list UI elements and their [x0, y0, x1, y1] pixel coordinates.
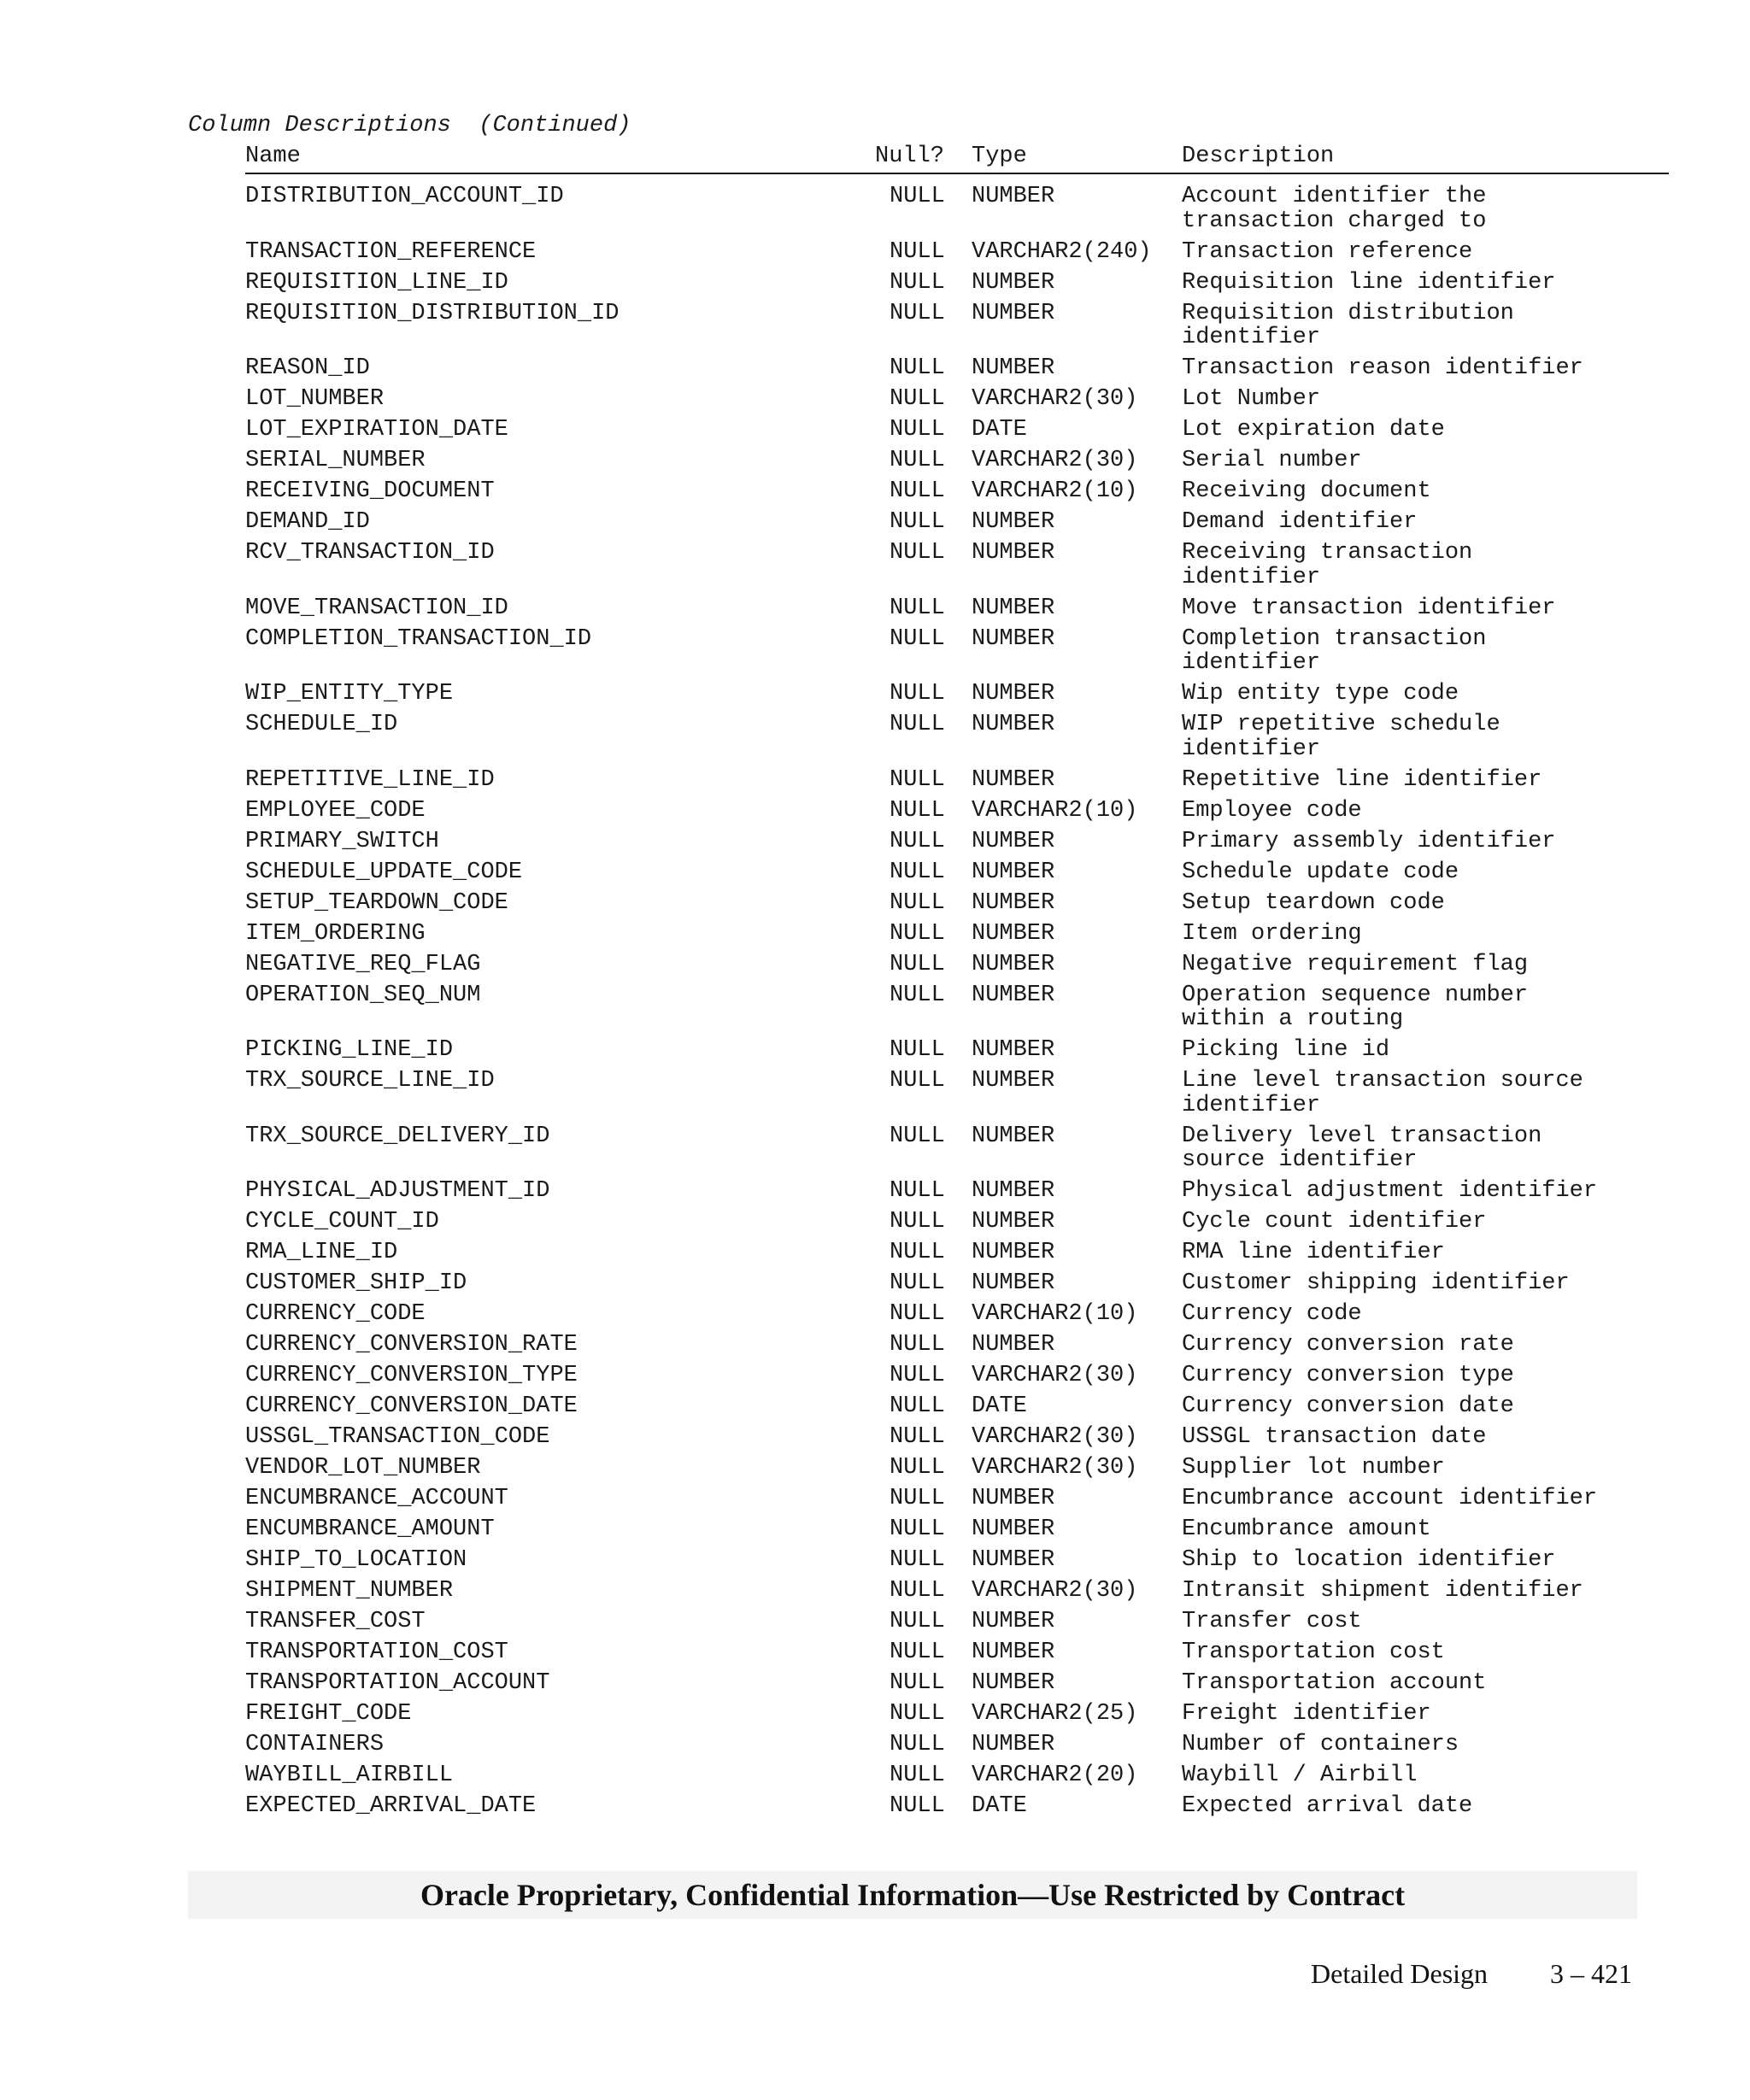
table-row — [245, 1364, 1669, 1388]
null-cell: NULL — [890, 1068, 945, 1094]
table-row — [245, 479, 1669, 504]
description-cell: Intransit shipment identifier — [1182, 1578, 1583, 1604]
type-cell: NUMBER — [972, 1670, 1055, 1697]
null-cell: NULL — [890, 1701, 945, 1728]
null-cell: NULL — [890, 1670, 945, 1697]
description-cell: Waybill / Airbill — [1182, 1763, 1418, 1789]
description-cell: RMA line identifier — [1182, 1240, 1445, 1266]
type-cell: VARCHAR2(10) — [972, 478, 1138, 505]
type-cell: NUMBER — [972, 951, 1055, 977]
type-cell: VARCHAR2(30) — [972, 448, 1138, 474]
table-row — [245, 1425, 1669, 1450]
null-cell: NULL — [890, 681, 945, 707]
description-cell: Serial number — [1182, 448, 1362, 474]
table-row — [245, 356, 1669, 381]
type-cell: NUMBER — [972, 1037, 1055, 1064]
description-cell: Supplier lot number — [1182, 1455, 1445, 1481]
column-name-cell: ITEM_ORDERING — [245, 920, 426, 947]
type-cell: VARCHAR2(30) — [972, 1363, 1138, 1389]
table-row — [245, 682, 1669, 707]
type-cell: NUMBER — [972, 1240, 1055, 1266]
null-cell: NULL — [890, 478, 945, 505]
table-row — [245, 1548, 1669, 1573]
null-cell: NULL — [890, 300, 945, 326]
type-cell: DATE — [972, 417, 1027, 443]
table-row — [245, 1487, 1669, 1511]
null-cell: NULL — [890, 1547, 945, 1574]
description-cell: Currency conversion date — [1182, 1393, 1514, 1420]
table-row — [245, 891, 1669, 916]
type-cell: NUMBER — [972, 1516, 1055, 1543]
null-cell: NULL — [890, 1178, 945, 1205]
column-name-cell: REQUISITION_LINE_ID — [245, 269, 508, 296]
table-row — [245, 1794, 1669, 1819]
description-cell: Line level transaction source identifier — [1182, 1068, 1583, 1118]
column-name-cell: EMPLOYEE_CODE — [245, 797, 426, 824]
type-cell: NUMBER — [972, 982, 1055, 1008]
description-cell: Physical adjustment identifier — [1182, 1178, 1598, 1205]
null-cell: NULL — [890, 1516, 945, 1543]
null-cell: NULL — [890, 1578, 945, 1604]
null-cell: NULL — [890, 1363, 945, 1389]
table-row — [245, 510, 1669, 535]
description-cell: Requisition line identifier — [1182, 269, 1556, 296]
column-name-cell: OPERATION_SEQ_NUM — [245, 982, 481, 1008]
description-cell: Demand identifier — [1182, 509, 1418, 536]
table-row — [245, 922, 1669, 947]
type-cell: NUMBER — [972, 1609, 1055, 1635]
header-name: Name — [245, 144, 301, 169]
column-name-cell: PRIMARY_SWITCH — [245, 828, 439, 854]
type-cell: NUMBER — [972, 1068, 1055, 1094]
type-cell: VARCHAR2(240) — [972, 238, 1152, 265]
column-name-cell: CURRENCY_CONVERSION_DATE — [245, 1393, 578, 1420]
column-name-cell: CURRENCY_CONVERSION_TYPE — [245, 1363, 578, 1389]
table-row — [245, 953, 1669, 977]
description-cell: USSGL transaction date — [1182, 1424, 1487, 1451]
table-row — [245, 1271, 1669, 1296]
description-cell: Delivery level transaction source identifier — [1182, 1123, 1542, 1174]
type-cell: NUMBER — [972, 300, 1055, 326]
table-row — [245, 1733, 1669, 1757]
null-cell: NULL — [890, 417, 945, 443]
column-name-cell: SETUP_TEARDOWN_CODE — [245, 889, 508, 916]
null-cell: NULL — [890, 859, 945, 885]
null-cell: NULL — [890, 1424, 945, 1451]
description-cell: Number of containers — [1182, 1732, 1459, 1758]
description-cell: Encumbrance account identifier — [1182, 1486, 1598, 1512]
description-cell: Transportation account — [1182, 1670, 1487, 1697]
description-cell: Move transaction identifier — [1182, 595, 1556, 621]
null-cell: NULL — [890, 982, 945, 1008]
type-cell: NUMBER — [972, 859, 1055, 885]
description-cell: WIP repetitive schedule identifier — [1182, 712, 1500, 762]
column-name-cell: TRANSPORTATION_COST — [245, 1640, 508, 1666]
description-cell: Ship to location identifier — [1182, 1547, 1556, 1574]
column-name-cell: RMA_LINE_ID — [245, 1240, 398, 1266]
column-name-cell: TRANSFER_COST — [245, 1609, 426, 1635]
header-type: Type — [972, 144, 1027, 169]
description-cell: Completion transaction identifier — [1182, 625, 1487, 677]
column-name-cell: RECEIVING_DOCUMENT — [245, 478, 495, 505]
column-name-cell: REQUISITION_DISTRIBUTION_ID — [245, 300, 620, 326]
null-cell: NULL — [890, 184, 945, 209]
table-row — [245, 1517, 1669, 1542]
description-cell: Operation sequence number within a routing — [1182, 982, 1529, 1033]
null-cell: NULL — [890, 1763, 945, 1789]
null-cell: NULL — [890, 1486, 945, 1512]
column-name-cell: REASON_ID — [245, 355, 370, 382]
null-cell: NULL — [890, 625, 945, 652]
table-row — [245, 1640, 1669, 1665]
description-cell: Requisition distribution identifier — [1182, 300, 1514, 351]
column-name-cell: TRANSACTION_REFERENCE — [245, 238, 537, 265]
type-cell: NUMBER — [972, 920, 1055, 947]
null-cell: NULL — [890, 712, 945, 738]
type-cell: VARCHAR2(30) — [972, 1578, 1138, 1604]
table-row — [245, 449, 1669, 473]
type-cell: NUMBER — [972, 1123, 1055, 1149]
description-cell: Cycle count identifier — [1182, 1209, 1487, 1235]
table-row — [245, 1671, 1669, 1696]
table-row — [245, 1763, 1669, 1788]
column-name-cell: ENCUMBRANCE_ACCOUNT — [245, 1486, 508, 1512]
description-cell: Employee code — [1182, 797, 1362, 824]
description-cell: Encumbrance amount — [1182, 1516, 1431, 1543]
table-row — [245, 1456, 1669, 1481]
null-cell: NULL — [890, 595, 945, 621]
null-cell: NULL — [890, 448, 945, 474]
table-row — [245, 240, 1669, 265]
column-name-cell: RCV_TRANSACTION_ID — [245, 540, 495, 566]
type-cell: VARCHAR2(30) — [972, 1424, 1138, 1451]
type-cell: NUMBER — [972, 1486, 1055, 1512]
description-cell: Currency conversion rate — [1182, 1332, 1514, 1358]
null-cell: NULL — [890, 766, 945, 793]
type-cell: NUMBER — [972, 1640, 1055, 1666]
null-cell: NULL — [890, 386, 945, 413]
description-cell: Setup teardown code — [1182, 889, 1445, 916]
table-row — [245, 1210, 1669, 1235]
type-cell: NUMBER — [972, 1209, 1055, 1235]
column-name-cell: WAYBILL_AIRBILL — [245, 1763, 454, 1789]
null-cell: NULL — [890, 1732, 945, 1758]
null-cell: NULL — [890, 1037, 945, 1064]
column-name-cell: CUSTOMER_SHIP_ID — [245, 1270, 467, 1297]
type-cell: NUMBER — [972, 269, 1055, 296]
null-cell: NULL — [890, 1640, 945, 1666]
column-name-cell: MOVE_TRANSACTION_ID — [245, 595, 508, 621]
description-cell: Transfer cost — [1182, 1609, 1362, 1635]
description-cell: Picking line id — [1182, 1037, 1390, 1064]
null-cell: NULL — [890, 1240, 945, 1266]
null-cell: NULL — [890, 1393, 945, 1420]
type-cell: NUMBER — [972, 681, 1055, 707]
description-cell: Item ordering — [1182, 920, 1362, 947]
type-cell: NUMBER — [972, 1332, 1055, 1358]
type-cell: NUMBER — [972, 712, 1055, 738]
column-name-cell: PICKING_LINE_ID — [245, 1037, 454, 1064]
description-cell: Transaction reference — [1182, 238, 1473, 265]
table-row — [245, 185, 1669, 233]
description-cell: Freight identifier — [1182, 1701, 1431, 1728]
description-cell: Receiving document — [1182, 478, 1431, 505]
type-cell: NUMBER — [972, 355, 1055, 382]
description-cell: Negative requirement flag — [1182, 951, 1529, 977]
column-name-cell: TRX_SOURCE_DELIVERY_ID — [245, 1123, 550, 1149]
description-cell: Wip entity type code — [1182, 681, 1459, 707]
column-name-cell: DEMAND_ID — [245, 509, 370, 536]
null-cell: NULL — [890, 355, 945, 382]
column-name-cell: LOT_NUMBER — [245, 386, 385, 413]
null-cell: NULL — [890, 1301, 945, 1328]
null-cell: NULL — [890, 1455, 945, 1481]
type-cell: VARCHAR2(30) — [972, 1455, 1138, 1481]
null-cell: NULL — [890, 509, 945, 536]
footer-page-number: 3 – 421 — [1550, 1958, 1632, 1989]
description-cell: Customer shipping identifier — [1182, 1270, 1570, 1297]
description-cell: Transaction reason identifier — [1182, 355, 1583, 382]
null-cell: NULL — [890, 1609, 945, 1635]
table-row — [245, 1579, 1669, 1604]
table-row — [245, 1610, 1669, 1634]
null-cell: NULL — [890, 269, 945, 296]
column-name-cell: REPETITIVE_LINE_ID — [245, 766, 495, 793]
table-row — [245, 1241, 1669, 1265]
table-row — [245, 271, 1669, 296]
null-cell: NULL — [890, 1209, 945, 1235]
table-row — [245, 799, 1669, 824]
type-cell: NUMBER — [972, 828, 1055, 854]
column-name-cell: SHIPMENT_NUMBER — [245, 1578, 454, 1604]
description-cell: Receiving transaction identifier — [1182, 540, 1473, 590]
table-caption: Column Descriptions (Continued) — [188, 113, 631, 138]
type-cell: NUMBER — [972, 184, 1055, 209]
null-cell: NULL — [890, 238, 945, 265]
table-header — [245, 144, 1669, 174]
column-name-cell: EXPECTED_ARRIVAL_DATE — [245, 1793, 537, 1820]
description-cell: Expected arrival date — [1182, 1793, 1473, 1820]
type-cell: VARCHAR2(10) — [972, 797, 1138, 824]
table-row — [245, 302, 1669, 350]
table-row — [245, 627, 1669, 676]
type-cell: NUMBER — [972, 1547, 1055, 1574]
null-cell: NULL — [890, 797, 945, 824]
table-row — [245, 1124, 1669, 1173]
column-name-cell: WIP_ENTITY_TYPE — [245, 681, 454, 707]
type-cell: VARCHAR2(10) — [972, 1301, 1138, 1328]
table-row — [245, 860, 1669, 885]
null-cell: NULL — [890, 1332, 945, 1358]
column-name-cell: LOT_EXPIRATION_DATE — [245, 417, 508, 443]
description-cell: Primary assembly identifier — [1182, 828, 1556, 854]
null-cell: NULL — [890, 828, 945, 854]
null-cell: NULL — [890, 1270, 945, 1297]
type-cell: NUMBER — [972, 889, 1055, 916]
description-cell: Lot expiration date — [1182, 417, 1445, 443]
type-cell: NUMBER — [972, 540, 1055, 566]
column-name-cell: PHYSICAL_ADJUSTMENT_ID — [245, 1178, 550, 1205]
type-cell: VARCHAR2(30) — [972, 386, 1138, 413]
column-name-cell: FREIGHT_CODE — [245, 1701, 412, 1728]
column-name-cell: CURRENCY_CONVERSION_RATE — [245, 1332, 578, 1358]
column-name-cell: SERIAL_NUMBER — [245, 448, 426, 474]
table-row — [245, 1038, 1669, 1063]
null-cell: NULL — [890, 1123, 945, 1149]
column-name-cell: CYCLE_COUNT_ID — [245, 1209, 439, 1235]
type-cell: NUMBER — [972, 1732, 1055, 1758]
description-cell: Currency conversion type — [1182, 1363, 1514, 1389]
table-row — [245, 983, 1669, 1032]
table-row — [245, 1302, 1669, 1327]
null-cell: NULL — [890, 540, 945, 566]
type-cell: VARCHAR2(25) — [972, 1701, 1138, 1728]
column-name-cell: COMPLETION_TRANSACTION_ID — [245, 625, 592, 652]
table-row — [245, 541, 1669, 590]
type-cell: DATE — [972, 1393, 1027, 1420]
type-cell: NUMBER — [972, 766, 1055, 793]
column-name-cell: SCHEDULE_UPDATE_CODE — [245, 859, 523, 885]
type-cell: NUMBER — [972, 509, 1055, 536]
table-row — [245, 1333, 1669, 1358]
null-cell: NULL — [890, 889, 945, 916]
table-row — [245, 1179, 1669, 1204]
column-name-cell: SCHEDULE_ID — [245, 712, 398, 738]
header-description: Description — [1182, 144, 1335, 169]
description-cell: Repetitive line identifier — [1182, 766, 1542, 793]
footer-section-title: Detailed Design — [1311, 1958, 1489, 1989]
table-row — [245, 1702, 1669, 1727]
table-row — [245, 713, 1669, 761]
column-name-cell: CONTAINERS — [245, 1732, 385, 1758]
column-name-cell: ENCUMBRANCE_AMOUNT — [245, 1516, 495, 1543]
description-cell: Transportation cost — [1182, 1640, 1445, 1666]
header-null: Null? — [875, 144, 945, 169]
description-cell: Currency code — [1182, 1301, 1362, 1328]
type-cell: VARCHAR2(20) — [972, 1763, 1138, 1789]
description-cell: Schedule update code — [1182, 859, 1459, 885]
table-body — [245, 185, 1669, 1825]
null-cell: NULL — [890, 920, 945, 947]
type-cell: NUMBER — [972, 1270, 1055, 1297]
column-name-cell: TRANSPORTATION_ACCOUNT — [245, 1670, 550, 1697]
table-row — [245, 387, 1669, 412]
table-row — [245, 596, 1669, 621]
type-cell: NUMBER — [972, 1178, 1055, 1205]
column-name-cell: DISTRIBUTION_ACCOUNT_ID — [245, 184, 564, 209]
column-name-cell: TRX_SOURCE_LINE_ID — [245, 1068, 495, 1094]
description-cell: Lot Number — [1182, 386, 1321, 413]
table-row — [245, 768, 1669, 793]
column-name-cell: NEGATIVE_REQ_FLAG — [245, 951, 481, 977]
column-name-cell: VENDOR_LOT_NUMBER — [245, 1455, 481, 1481]
column-name-cell: USSGL_TRANSACTION_CODE — [245, 1424, 550, 1451]
description-cell: Account identifier the transaction charged to — [1182, 184, 1487, 234]
table-row — [245, 830, 1669, 854]
table-row — [245, 418, 1669, 443]
null-cell: NULL — [890, 1793, 945, 1820]
type-cell: NUMBER — [972, 595, 1055, 621]
table-row — [245, 1069, 1669, 1117]
column-name-cell: SHIP_TO_LOCATION — [245, 1547, 467, 1574]
confidentiality-banner: Oracle Proprietary, Confidential Information––Use Restricted by Contract — [188, 1871, 1637, 1919]
null-cell: NULL — [890, 951, 945, 977]
column-name-cell: CURRENCY_CODE — [245, 1301, 426, 1328]
type-cell: DATE — [972, 1793, 1027, 1820]
type-cell: NUMBER — [972, 625, 1055, 652]
table-row — [245, 1394, 1669, 1419]
